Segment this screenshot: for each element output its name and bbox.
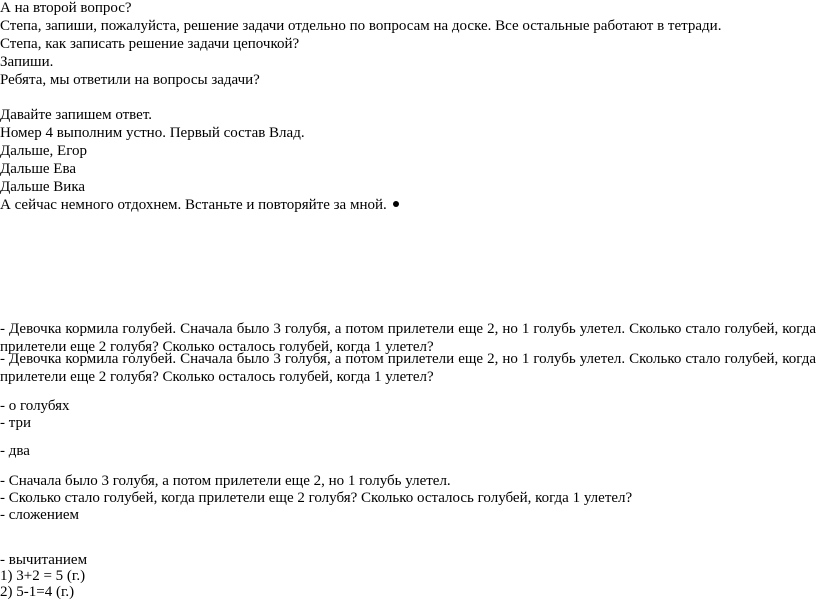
dialogue-line: Номер 4 выполним устно. Первый состав Влад. — [0, 125, 305, 141]
solution-step: 1) 3+2 = 5 (г.) — [0, 568, 86, 584]
dialogue-line: Дальше Ева — [0, 161, 77, 177]
answer-line: - Сначала было 3 голубя, а потом прилетели еще 2, но 1 голубь улетел. — [0, 473, 451, 489]
solution-step: 2) 5-1=4 (г.) — [0, 584, 75, 600]
dialogue-line: Дальше, Егор — [0, 143, 87, 159]
dialogue-text: А сейчас немного отдохнем. Встаньте и повторяйте за мной. — [0, 197, 387, 213]
problem-text: - Девочка кормила голубей. Сначала было 3 голубя, а потом прилетели еще 2, но 1 голубь улетел. Сколько стало голубей, когда прилетели еще 2 голубя? Сколько осталось голубей, когда 1 улетел? — [0, 351, 816, 385]
dialogue-line: Степа, запиши, пожалуйста, решение задачи отдельно по вопросам на доске. Все остальные работают в тетради. — [0, 18, 722, 34]
dialogue-line: Дальше Вика — [0, 179, 86, 195]
answer-line: - вычитанием — [0, 552, 88, 568]
problem-text: - Девочка кормила голубей. Сначала было 3 голубя, а потом прилетели еще 2, но 1 голубь улетел. Сколько стало голубей, когда прилетели еще 2 голубя? Сколько осталось голубей, когда 1 улетел? — [0, 321, 816, 355]
dialogue-line — [0, 197, 399, 214]
bullet-icon — [393, 201, 399, 207]
answer-line: - Сколько стало голубей, когда прилетели еще 2 голубя? Сколько осталось голубей, когда 1 улетел? — [0, 490, 633, 506]
dialogue-line: Степа, как записать решение задачи цепочкой? — [0, 36, 300, 52]
answer-line: - сложением — [0, 507, 80, 523]
answer-line: - о голубях — [0, 398, 70, 414]
dialogue-line: Давайте запишем ответ. — [0, 107, 152, 123]
dialogue-line: А на второй вопрос? — [0, 0, 132, 16]
dialogue-line: Ребята, мы ответили на вопросы задачи? — [0, 72, 260, 88]
dialogue-line: Запиши. — [0, 54, 54, 70]
answer-line: - три — [0, 415, 32, 431]
answer-line: - два — [0, 443, 30, 459]
